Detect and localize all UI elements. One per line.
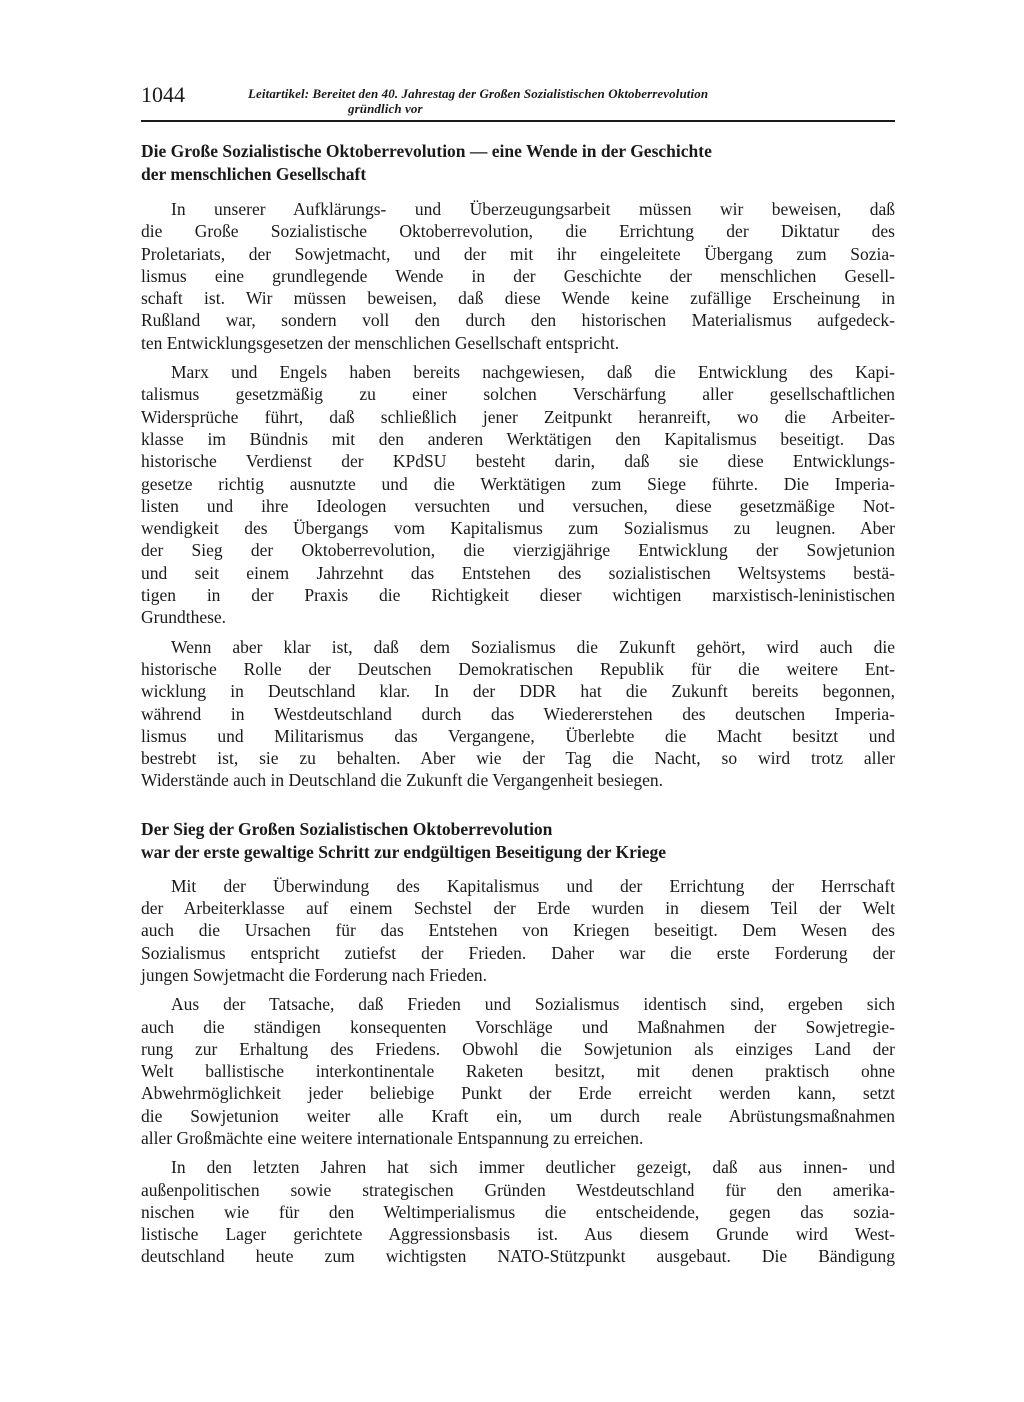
text-line: auch die ständigen konsequenten Vorschläge und Maßnahmen der Sowjetregie- bbox=[141, 1016, 895, 1037]
text-line: und seit einem Jahrzehnt das Entstehen des sozialistischen Weltsystems bestä- bbox=[141, 562, 895, 583]
text-line: der Sieg der Oktoberrevolution, die vierzigjährige Entwicklung der Sowjetunion bbox=[141, 540, 895, 561]
text-line: talismus gesetzmäßig zu einer solchen Verschärfung aller gesellschaftlichen bbox=[141, 384, 895, 405]
text-line: klasse im Bündnis mit den anderen Werktätigen den Kapitalismus beseitigt. Das bbox=[141, 428, 895, 449]
running-header bbox=[141, 82, 895, 122]
document-page bbox=[141, 82, 895, 1268]
text-line: wendigkeit des Übergangs vom Kapitalismus zum Sozialismus zu leugnen. Aber bbox=[141, 518, 895, 539]
text-line: der Arbeiterklasse auf einem Sechstel der Erde wurden in diesem Teil der Welt bbox=[141, 898, 895, 919]
paragraph bbox=[141, 875, 895, 986]
text-line: Aus der Tatsache, daß Frieden und Sozialismus identisch sind, ergeben sich bbox=[171, 994, 895, 1015]
heading-line: Der Sieg der Großen Sozialistischen Oktoberrevolution bbox=[141, 818, 553, 839]
text-line: ten Entwicklungsgesetzen der menschlichen Gesellschaft entspricht. bbox=[141, 332, 620, 353]
section-heading bbox=[141, 140, 895, 186]
text-line: Widersprüche führt, daß schließlich jener Zeitpunkt heranreift, wo die Arbeiter- bbox=[141, 406, 895, 427]
text-line: Sozialismus entspricht zutiefst der Frieden. Daher war die erste Forderung der bbox=[141, 942, 895, 963]
text-line: Welt ballistische interkontinentale Raketen besitzt, mit denen praktisch ohne bbox=[141, 1061, 895, 1082]
text-line: außenpolitischen sowie strategischen Gründen Westdeutschland für den amerika- bbox=[141, 1179, 895, 1200]
text-line: nischen wie für den Weltimperialismus die entscheidende, gegen das sozia- bbox=[141, 1201, 895, 1222]
text-line: listen und ihre Ideologen versuchten und versuchen, diese gesetzmäßige Not- bbox=[141, 495, 895, 516]
text-line: historische Verdienst der KPdSU besteht darin, daß sie diese Entwicklungs- bbox=[141, 451, 895, 472]
text-line: deutschland heute zum wichtigsten NATO-Stützpunkt ausgebaut. Die Bändigung bbox=[141, 1246, 895, 1267]
text-line: während in Westdeutschland durch das Wiedererstehen des deutschen Imperia- bbox=[141, 703, 895, 724]
text-line: Wenn aber klar ist, daß dem Sozialismus die Zukunft gehört, wird auch die bbox=[171, 636, 895, 657]
text-line: gesetze richtig ausnutzte und die Werktätigen zum Siege führte. Die Imperia- bbox=[141, 473, 895, 494]
paragraph bbox=[141, 198, 895, 354]
text-line: Marx und Engels haben bereits nachgewiesen, daß die Entwicklung des Kapi- bbox=[171, 362, 895, 383]
text-line: jungen Sowjetmacht die Forderung nach Frieden. bbox=[141, 964, 488, 985]
text-line: Proletariats, der Sowjetmacht, und der mit ihr eingeleitete Übergang zum Sozia- bbox=[141, 243, 895, 264]
text-line: Abwehrmöglichkeit jeder beliebige Punkt der Erde erreicht werden kann, setzt bbox=[141, 1083, 895, 1104]
paragraph bbox=[141, 1156, 895, 1267]
heading-line: war der erste gewaltige Schritt zur endgültigen Beseitigung der Kriege bbox=[141, 841, 667, 862]
text-line: Grundthese. bbox=[141, 607, 227, 628]
text-line: In den letzten Jahren hat sich immer deutlicher gezeigt, daß aus innen- und bbox=[171, 1157, 895, 1178]
text-line: lismus eine grundlegende Wende in der Geschichte der menschlichen Gesell- bbox=[141, 265, 895, 286]
paragraph bbox=[141, 361, 895, 629]
section-heading bbox=[141, 818, 895, 864]
header-title-line: Leitartikel: Bereitet den 40. Jahrestag der Großen Sozialistischen Oktoberrevolution bbox=[248, 86, 709, 101]
text-line: die Große Sozialistische Oktoberrevolution, die Errichtung der Diktatur des bbox=[141, 221, 895, 242]
text-line: tigen in der Praxis die Richtigkeit dieser wichtigen marxistisch-leninistischen bbox=[141, 585, 895, 606]
header-title-line: gründlich vor bbox=[348, 101, 423, 116]
text-line: die Sowjetunion weiter alle Kraft ein, um durch reale Abrüstungsmaßnahmen bbox=[141, 1105, 895, 1126]
text-line: schaft ist. Wir müssen beweisen, daß diese Wende keine zufällige Erscheinung in bbox=[141, 288, 895, 309]
text-line: wicklung in Deutschland klar. In der DDR hat die Zukunft bereits begonnen, bbox=[141, 681, 895, 702]
text-line: bestrebt ist, sie zu behalten. Aber wie der Tag die Nacht, so wird trotz aller bbox=[141, 748, 895, 769]
text-line: rung zur Erhaltung des Friedens. Obwohl die Sowjetunion als einziges Land der bbox=[141, 1038, 895, 1059]
text-line: lismus und Militarismus das Vergangene, Überlebte die Macht besitzt und bbox=[141, 725, 895, 746]
paragraph bbox=[141, 993, 895, 1149]
text-line: auch die Ursachen für das Entstehen von Kriegen beseitigt. Dem Wesen des bbox=[141, 920, 895, 941]
text-line: historische Rolle der Deutschen Demokratischen Republik für die weitere Ent- bbox=[141, 658, 895, 679]
page-number: 1044 bbox=[141, 82, 185, 107]
paragraph bbox=[141, 636, 895, 792]
header-title bbox=[248, 86, 895, 116]
text-line: aller Großmächte eine weitere internationale Entspannung zu erreichen. bbox=[141, 1127, 644, 1148]
text-line: In unserer Aufklärungs- und Überzeugungsarbeit müssen wir beweisen, daß bbox=[171, 199, 895, 219]
heading-line: Die Große Sozialistische Oktoberrevolution — eine Wende in der Geschichte bbox=[141, 141, 712, 161]
text-line: Widerstände auch in Deutschland die Zukunft die Vergangenheit besiegen. bbox=[141, 770, 664, 791]
text-line: Mit der Überwindung des Kapitalismus und der Errichtung der Herrschaft bbox=[171, 875, 895, 896]
heading-line: der menschlichen Gesellschaft bbox=[141, 164, 367, 184]
text-line: listische Lager gerichtete Aggressionsbasis ist. Aus diesem Grunde wird West- bbox=[141, 1224, 895, 1245]
text-line: Rußland war, sondern voll den durch den historischen Materialismus aufgedeck- bbox=[141, 310, 895, 331]
